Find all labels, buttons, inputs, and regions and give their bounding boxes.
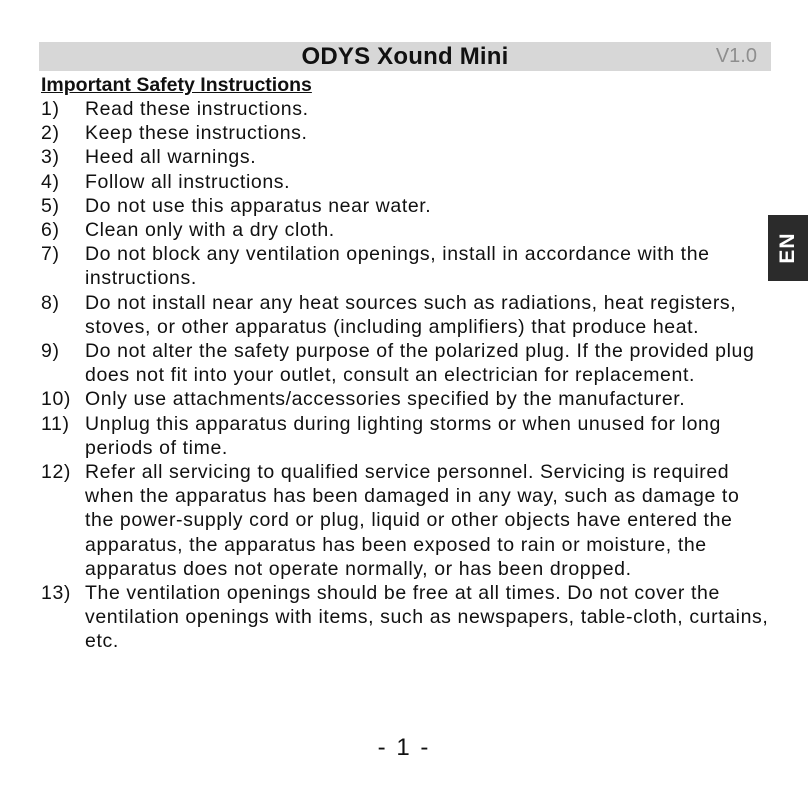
- instruction-text: Heed all warnings.: [85, 146, 257, 169]
- instruction-item: [41, 412, 771, 460]
- instruction-item: [41, 145, 771, 169]
- instruction-text: Do not use this apparatus near water.: [85, 194, 432, 217]
- instruction-text: Read these instructions.: [85, 98, 309, 120]
- instruction-number: 13): [41, 582, 71, 605]
- instruction-text: Keep these instructions.: [85, 122, 308, 145]
- instruction-text: Follow all instructions.: [85, 170, 291, 193]
- page-number: - 1 -: [377, 734, 431, 761]
- instruction-number: 9): [41, 340, 60, 363]
- instruction-item: [41, 170, 771, 194]
- instruction-number: 11): [41, 412, 70, 435]
- instruction-number: 6): [41, 219, 60, 242]
- instruction-text: Do not block any ventilation openings, install in accordance with the instructions.: [85, 243, 710, 290]
- instruction-item: [41, 121, 771, 145]
- instruction-item: [41, 291, 771, 339]
- instruction-text: Do not alter the safety purpose of the polarized plug. If the provided plug does not fit into your outlet, consult an electrician for replacement.: [85, 340, 755, 387]
- instruction-item: [41, 218, 771, 242]
- instruction-number: 7): [41, 243, 60, 266]
- instruction-text: Only use attachments/accessories specified by the manufacturer.: [85, 388, 686, 411]
- instruction-text: Clean only with a dry cloth.: [85, 219, 335, 242]
- instruction-number: 2): [41, 122, 60, 145]
- instruction-text: The ventilation openings should be free at all times. Do not cover the ventilation openings with items, such as newspapers, table-cloth, curtains, etc.: [85, 582, 769, 653]
- instruction-item: [41, 387, 771, 411]
- instruction-text: Unplug this apparatus during lighting storms or when unused for long periods of time.: [85, 412, 721, 459]
- document-version: V1.0: [715, 45, 757, 67]
- instruction-number: 12): [41, 461, 71, 484]
- instruction-number: 4): [41, 170, 60, 193]
- instruction-number: 10): [41, 388, 71, 411]
- language-tab-label: EN: [776, 232, 799, 264]
- section-heading: Important Safety Instructions: [41, 74, 312, 96]
- instruction-number: 1): [41, 98, 60, 120]
- instruction-item: [41, 460, 771, 581]
- instruction-number: 8): [41, 291, 60, 314]
- instruction-item: [41, 581, 771, 654]
- instruction-number: 3): [41, 146, 60, 169]
- instruction-number: 5): [41, 194, 60, 217]
- instruction-list: [41, 97, 771, 654]
- instruction-item: [41, 242, 771, 290]
- language-tab: [768, 215, 808, 281]
- instruction-item: [41, 97, 771, 121]
- instruction-text: Do not install near any heat sources such as radiations, heat registers, stoves, or other apparatus (including amplifiers) that produce heat.: [85, 291, 737, 338]
- instruction-item: [41, 194, 771, 218]
- instruction-text: Refer all servicing to qualified service personnel. Servicing is required when the apparatus has been damaged in any way, such as damage to the power-supply cord or plug, liquid or other objects have entered the apparatus, the apparatus has been exposed to rain or moisture, the apparatus does not operate normally, or has been dropped.: [85, 461, 740, 580]
- instruction-item: [41, 339, 771, 387]
- document-title: ODYS Xound Mini: [301, 43, 509, 70]
- header-bar: [39, 42, 771, 71]
